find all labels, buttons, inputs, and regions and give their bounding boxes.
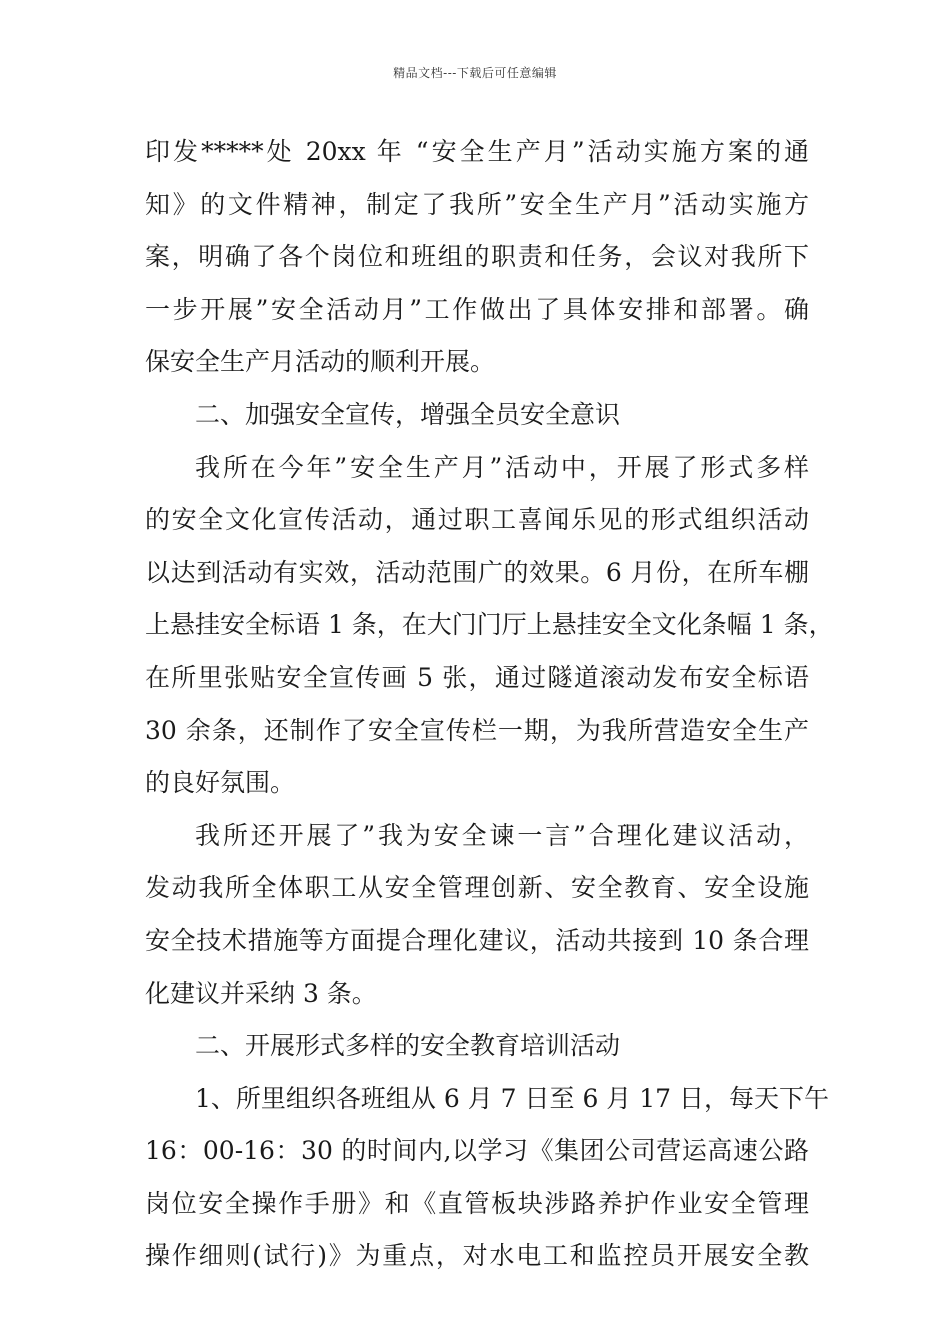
text-line: 1、所里组织各班组从 6 月 7 日至 6 月 17 日，每天下午 xyxy=(195,1083,830,1113)
text-line: 上悬挂安全标语 1 条，在大门门厅上悬挂安全文化条幅 1 条， xyxy=(145,610,834,640)
text-line: 一步开展”安全活动月”工作做出了具体安排和部署。确 xyxy=(145,294,809,324)
text-line: 以达到活动有实效，活动范围广的效果。6 月份，在所车棚 xyxy=(145,557,809,587)
text-line: 保安全生产月活动的顺利开展。 xyxy=(145,347,496,377)
text-line: 安全技术措施等方面提合理化建议，活动共接到 10 条合理 xyxy=(145,925,809,955)
text-line: 30 余条，还制作了安全宣传栏一期，为我所营造安全生产 xyxy=(145,715,809,745)
text-line: 二、加强安全宣传，增强全员安全意识 xyxy=(195,399,621,429)
page-header: 精品文档---下载后可任意编辑 xyxy=(393,66,557,80)
text-line: 案，明确了各个岗位和班组的职责和任务，会议对我所下 xyxy=(145,242,809,272)
text-line: 发动我所全体职工从安全管理创新、安全教育、安全设施 xyxy=(145,873,809,903)
text-line: 操作细则(试行)》为重点，对水电工和监控员开展安全教 xyxy=(145,1241,809,1271)
text-line: 在所里张贴安全宣传画 5 张，通过隧道滚动发布安全标语 xyxy=(145,662,809,692)
text-line: 二、开展形式多样的安全教育培训活动 xyxy=(195,1031,621,1061)
text-line: 16：00-16：30 的时间内,以学习《集团公司营运高速公路 xyxy=(145,1136,809,1166)
text-line: 的安全文化宣传活动，通过职工喜闻乐见的形式组织活动 xyxy=(145,505,809,535)
text-line: 的良好氛围。 xyxy=(145,768,296,798)
text-line: 我所在今年”安全生产月”活动中，开展了形式多样 xyxy=(195,452,809,482)
text-line: 我所还开展了”我为安全谏一言”合理化建议活动， xyxy=(195,820,809,850)
document-body xyxy=(145,126,834,1283)
text-line: 印发*****处 20xx 年 “安全生产月”活动实施方案的通 xyxy=(145,137,809,166)
text-line: 知》的文件精神，制定了我所”安全生产月”活动实施方 xyxy=(145,189,809,219)
text-line: 岗位安全操作手册》和《直管板块涉路养护作业安全管理 xyxy=(145,1188,809,1218)
text-line: 化建议并采纳 3 条。 xyxy=(145,978,377,1008)
